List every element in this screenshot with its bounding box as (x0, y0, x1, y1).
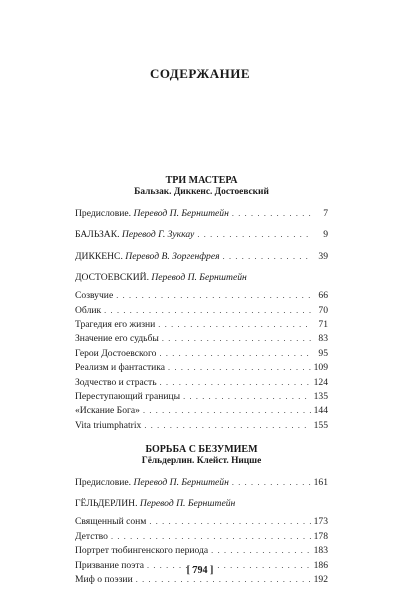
toc-entry[interactable] (75, 320, 328, 334)
entry-label: Предисловие. (75, 477, 132, 489)
dot-leader (211, 547, 310, 555)
section-subtitle: Бальзак. Диккенс. Достоевский (134, 187, 269, 197)
dot-leader (149, 518, 310, 526)
toc-entry[interactable] (75, 517, 328, 531)
dot-leader (162, 335, 311, 343)
entry-page: 155 (313, 419, 328, 431)
dot-leader (104, 307, 311, 315)
entry-page: 161 (313, 477, 328, 489)
toc-entry[interactable] (75, 363, 328, 377)
toc-entry[interactable] (75, 406, 328, 420)
dot-leader (116, 292, 311, 300)
entry-label: ДИККЕНС. (75, 250, 123, 262)
dot-leader (136, 576, 311, 584)
entry-label: Зодчество и страсть (75, 376, 157, 388)
entry-page: 173 (313, 516, 328, 528)
entry-page: 124 (313, 376, 328, 388)
entry-page: 109 (313, 362, 328, 374)
entry-label: «Искание Бога» (75, 405, 140, 417)
entry-page: 83 (318, 333, 328, 345)
toc-entry-preface[interactable] (75, 209, 328, 223)
dot-leader (232, 479, 311, 487)
entry-translator: Перевод П. Бернштейн (151, 272, 247, 284)
toc-entry[interactable] (75, 575, 328, 589)
toc-entry[interactable] (75, 378, 328, 392)
entry-label: Герои Достоевского (75, 347, 157, 359)
entry-label: Детство (75, 530, 108, 542)
entry-label: Созвучие (75, 290, 114, 302)
section-subtitle: Гёльдерлин. Клейст. Ницше (141, 456, 262, 467)
dot-leader (197, 231, 311, 239)
toc-entry[interactable] (75, 421, 328, 435)
entry-page: 178 (313, 530, 328, 542)
toc-heading-holderlin (75, 499, 328, 513)
entry-page: 39 (318, 250, 328, 262)
entry-label: Священный сонм (75, 516, 147, 528)
entry-translator: Перевод П. Бернштейн (139, 498, 236, 510)
toc-entry[interactable] (75, 392, 328, 406)
entry-translator: Перевод Г. Зуккау (121, 229, 195, 241)
entry-label: Миф о поэзии (75, 574, 133, 586)
entry-translator: Перевод В. Зоргенфрея (125, 250, 220, 262)
entry-label: Призвание поэта (75, 559, 144, 571)
dot-leader (159, 350, 311, 358)
toc-entry[interactable] (75, 306, 328, 320)
dot-leader (183, 393, 311, 401)
entry-label: Предисловие. (75, 208, 132, 219)
entry-page: 95 (318, 347, 328, 359)
dot-leader (232, 210, 311, 218)
entry-translator: Перевод П. Бернштейн (133, 208, 229, 219)
entry-label: Трагедия его жизни (75, 318, 156, 330)
page-number: [ 794 ] (186, 565, 214, 576)
toc-entry[interactable] (75, 546, 328, 560)
entry-page: 71 (318, 318, 328, 330)
entry-page: 7 (323, 208, 328, 219)
entry-page: 144 (313, 405, 328, 417)
toc-entry-preface[interactable] (75, 478, 328, 492)
dot-leader (111, 533, 311, 541)
dot-leader (168, 364, 311, 372)
entry-label: ДОСТОЕВСКИЙ. (75, 272, 149, 284)
entry-label: Переступающий границы (75, 390, 181, 402)
entry-page: 9 (323, 229, 328, 241)
entry-label: Портрет тюбингенского периода (75, 545, 209, 557)
entry-page: 66 (318, 290, 328, 302)
entry-label: БАЛЬЗАК. (75, 229, 120, 241)
toc-entry[interactable] (75, 334, 328, 348)
entry-label: Vita triumphatrix (75, 419, 142, 431)
entry-page: 135 (313, 390, 328, 402)
dot-leader (144, 422, 310, 430)
entry-page: 186 (313, 559, 328, 571)
section-title: ТРИ МАСТЕРА (165, 175, 238, 186)
dot-leader (143, 407, 311, 415)
entry-label: Реализм и фантастика (75, 362, 166, 374)
entry-label: ГЁЛЬДЕРЛИН. (75, 498, 138, 510)
toc-heading-dostoevsky (75, 273, 328, 287)
toc-entry[interactable] (75, 532, 328, 546)
dot-leader (158, 321, 311, 329)
toc-entry[interactable] (75, 349, 328, 363)
entry-page: 183 (313, 545, 328, 557)
dot-leader (223, 253, 311, 261)
entry-translator: Перевод П. Бернштейн (133, 477, 229, 489)
entry-label: Значение его судьбы (75, 333, 159, 345)
page-title: СОДЕРЖАНИЕ (149, 66, 251, 81)
toc-entry[interactable] (75, 291, 328, 305)
dot-leader (160, 379, 311, 387)
toc-entry-dickens[interactable] (75, 252, 328, 266)
toc-entry-balzac[interactable] (75, 230, 328, 244)
table-of-contents (75, 176, 328, 589)
entry-page: 70 (318, 304, 328, 316)
entry-label: Облик (75, 304, 102, 316)
entry-page: 192 (313, 574, 328, 586)
section-title: БОРЬБА С БЕЗУМИЕМ (145, 444, 258, 456)
